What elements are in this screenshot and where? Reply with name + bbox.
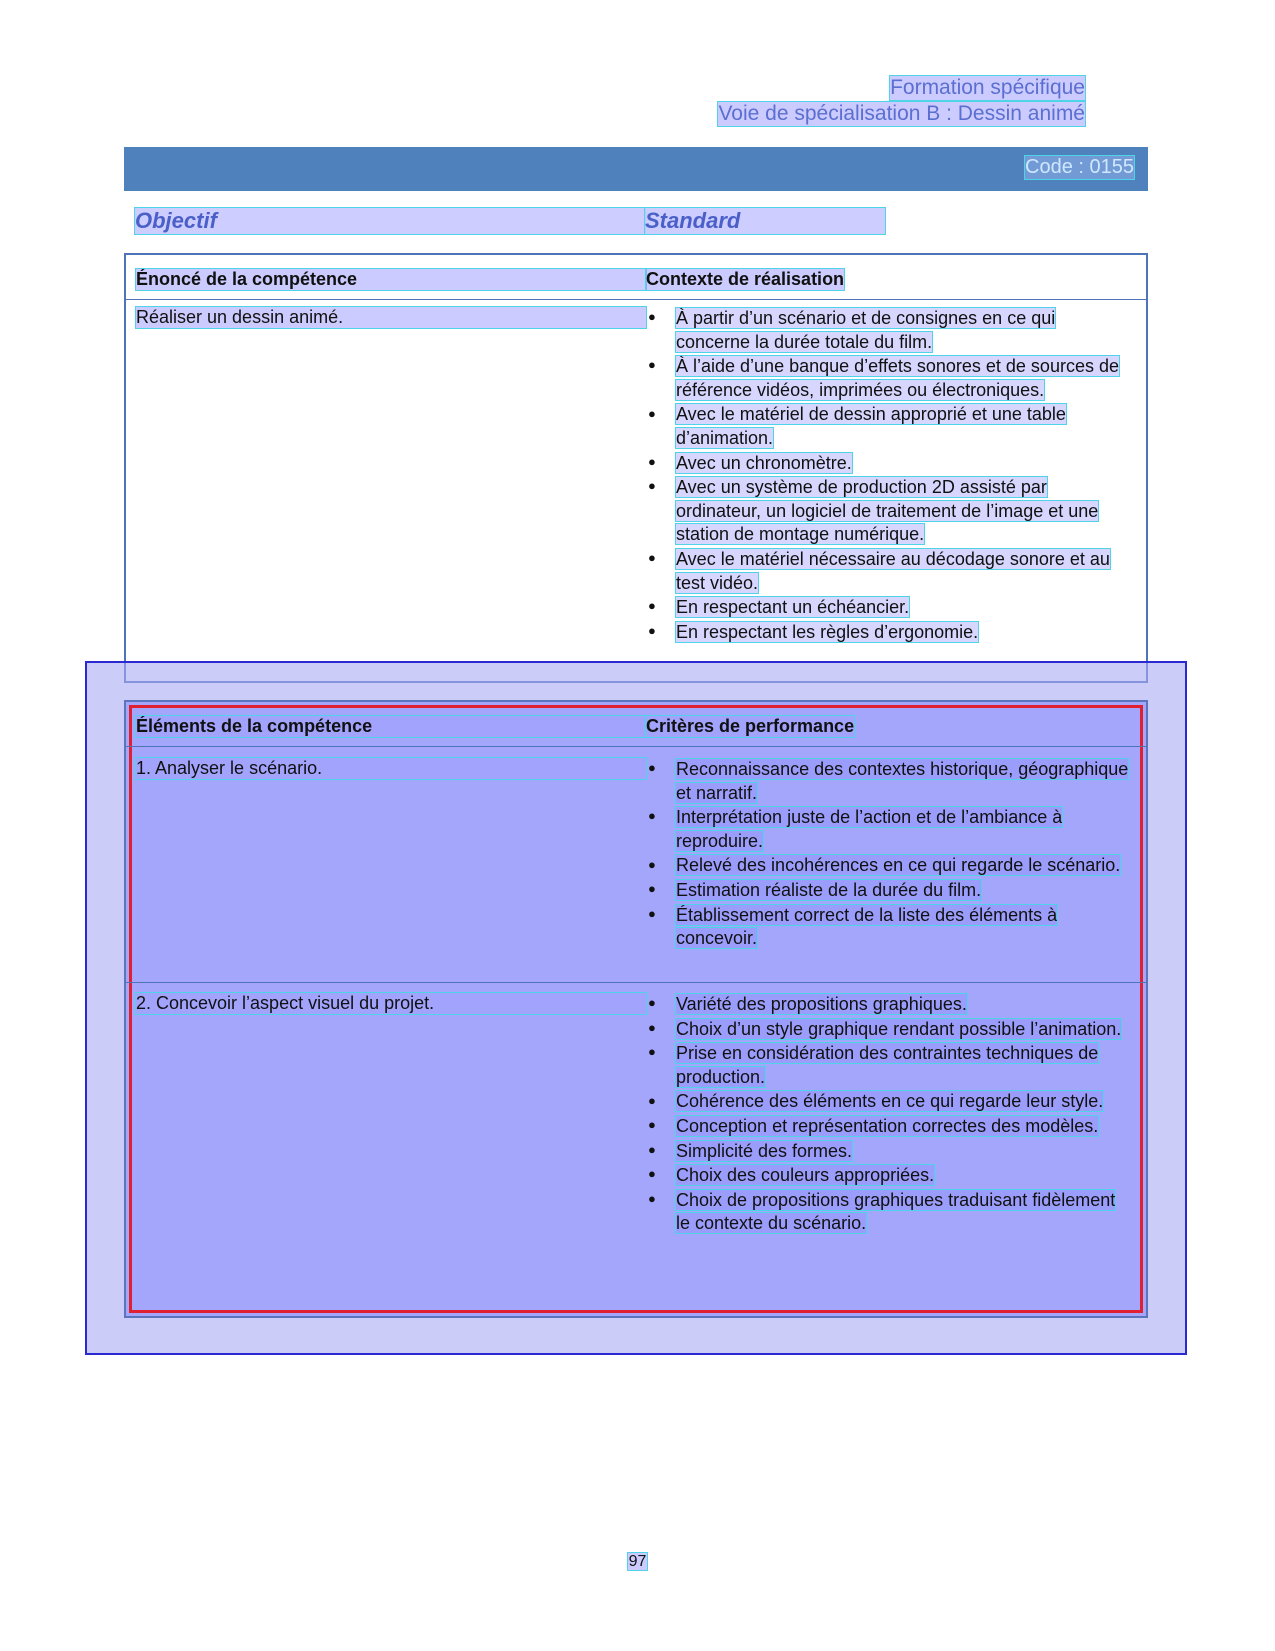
bullet-icon: ● [648,856,656,872]
standard-title: Standard [645,208,885,234]
bullet-icon: ● [648,550,656,566]
page-number: 97 [628,1553,647,1570]
code-label: Code : 0155 [1025,156,1134,178]
element-2-label: 2. Concevoir l’aspect visuel du projet. [136,993,646,1014]
bullet-icon: ● [648,1190,656,1206]
code-bar [124,147,1148,191]
list-item: ● Estimation réaliste de la durée du film. [648,879,982,900]
objective-standard-row [135,208,1145,236]
bullet-icon: ● [648,760,656,776]
bullet-icon: ● [648,453,656,469]
criteria-column-header: Critères de performance [646,716,855,736]
bullet-icon: ● [648,405,656,421]
list-item: ● Relevé des incohérences en ce qui regarde le scénario. [648,855,1121,876]
context-column-header: Contexte de réalisation [646,269,845,289]
bullet-icon: ● [648,622,656,638]
list-item: ● À partir d’un scénario et de consignes en ce qui concerne la durée totale du film. [648,308,1056,352]
list-item: ● En respectant un échéancier. [648,597,910,618]
bullet-icon: ● [648,1117,656,1133]
list-item: ● Reconnaissance des contextes historique, géographique et narratif. [648,759,1129,803]
list-item: ● Choix d’un style graphique rendant possible l’animation. [648,1018,1122,1039]
list-item: ● Simplicité des formes. [648,1140,853,1161]
bullet-icon: ● [648,309,656,325]
bullet-icon: ● [648,1092,656,1108]
statement-column-header: Énoncé de la compétence [136,269,646,290]
row-divider [126,982,1146,983]
list-item: ● Choix des couleurs appropriées. [648,1165,935,1186]
list-item: ● Établissement correct de la liste des éléments à concevoir. [648,904,1058,949]
bullet-icon: ● [648,1044,656,1060]
elements-column-header: Éléments de la compétence [136,716,646,737]
list-item: ● En respectant les règles d’ergonomie. [648,621,979,642]
list-item: ● Interprétation juste de l’action et de l’ambiance à reproduire. [648,807,1063,851]
bullet-icon: ● [648,598,656,614]
criteria-list-1 [646,758,1131,952]
criteria-list-2 [646,993,1131,1237]
list-item: ● Prise en considération des contraintes techniques de production. [648,1043,1099,1087]
bullet-icon: ● [648,478,656,494]
bullet-icon: ● [648,881,656,897]
bullet-icon: ● [648,1166,656,1182]
table2-header-row [126,702,1146,747]
bullet-icon: ● [648,808,656,824]
table1-header-row [126,255,1146,300]
header-formation: Formation spécifique [890,76,1085,99]
list-item: ● Variété des propositions graphiques. [648,994,967,1014]
context-list [646,307,1131,645]
element-1-label: 1. Analyser le scénario. [136,758,646,779]
list-item: ● Avec un chronomètre. [648,452,852,473]
bullet-icon: ● [648,357,656,373]
list-item: ● Avec le matériel nécessaire au décodage sonore et au test vidéo. [648,548,1110,593]
bullet-icon: ● [648,1019,656,1035]
competence-context-table [124,253,1148,683]
elements-criteria-table [124,700,1148,1318]
bullet-icon: ● [648,1141,656,1157]
bullet-icon: ● [648,995,656,1011]
bullet-icon: ● [648,905,656,921]
objective-title: Objectif [135,208,645,234]
list-item: ● À l’aide d’une banque d’effets sonores et de sources de référence vidéos, imprimées ou électroniques. [648,356,1119,400]
list-item: ● Avec le matériel de dessin approprié et une table d’animation. [648,404,1066,448]
list-item: ● Conception et représentation correctes des modèles. [648,1115,1099,1136]
list-item: ● Cohérence des éléments en ce qui regarde leur style. [648,1091,1104,1112]
header-specialisation: Voie de spécialisation B : Dessin animé [718,102,1085,125]
competence-statement: Réaliser un dessin animé. [136,307,646,328]
list-item: ● Choix de propositions graphiques traduisant fidèlement le contexte du scénario. [648,1189,1116,1234]
list-item: ● Avec un système de production 2D assisté par ordinateur, un logiciel de traitement de l’image et une station de montage numérique. [648,477,1099,545]
